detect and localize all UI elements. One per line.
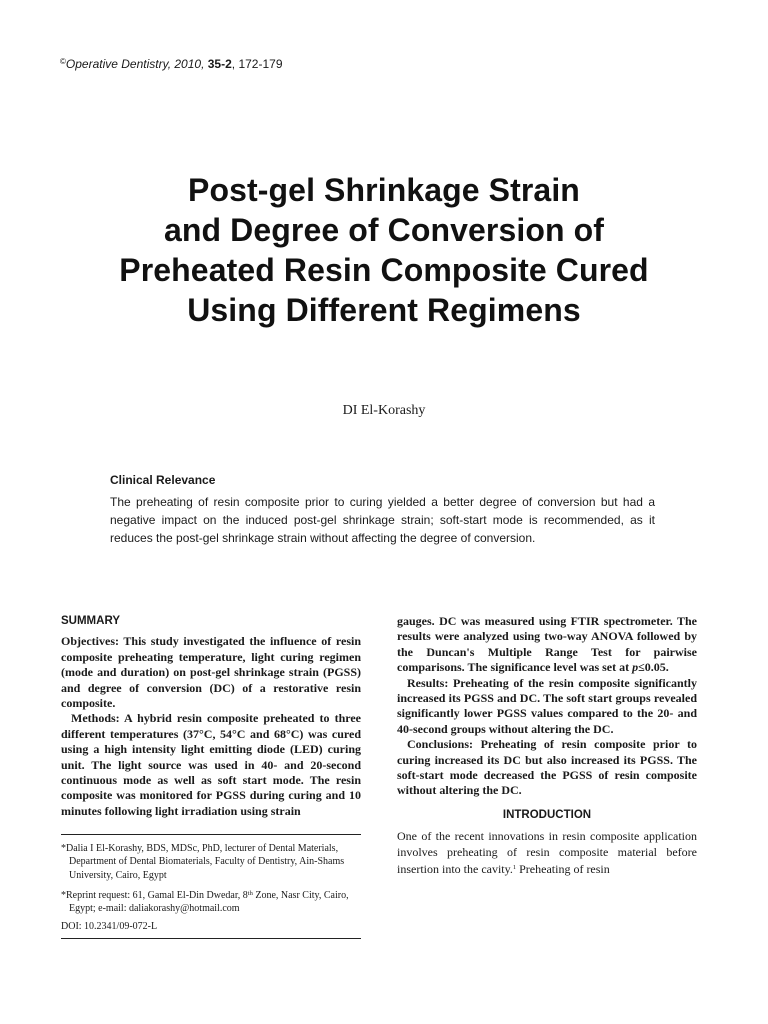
doi-text: DOI: 10.2341/09-072-L bbox=[61, 921, 158, 933]
reference-marker: 1 bbox=[512, 864, 517, 872]
affiliation-text: Dalia I El-Korashy, BDS, MDSc, PhD, lecturer of Dental Materials, Department of Dental Biomaterials, Faculty of Dentistry, Ain-Shams University, Cairo, Egypt bbox=[66, 843, 345, 881]
author-name: DI El-Korashy bbox=[342, 403, 426, 418]
summary-objectives: Objectives: This study investigated the influence of resin composite preheating temperature, light curing regimen (mode and duration) on post-gel shrinkage strain (PGSS) and degree of conversion (DC) of a restorative resin composite. bbox=[61, 634, 361, 711]
clinical-relevance-text: The preheating of resin composite prior to curing yielded a better degree of conversion but had a negative impact on the induced post-gel shrinkage strain; soft-start mode is recommended, as it reduces the post-gel shrinkage strain without affecting the degree of conversion. bbox=[110, 495, 655, 545]
summary-methods: Methods: A hybrid resin composite preheated to three different temperatures (37°C, 54°C and 68°C) was cured using a high intensity light emitting diode (LED) curing unit. The light source was used in 40- and 20-second continuous mode as well as soft start mode. The resin composite was monitored for PGSS during curing and 10 minutes following light irradiation using strain bbox=[61, 711, 361, 818]
journal-pages: , 172-179 bbox=[231, 57, 283, 71]
summary-conclusions: Conclusions: Preheating of resin composite prior to curing increased its DC but also increased its PGSS. The soft-start mode decreased the PGSS of resin composite without altering the DC. bbox=[397, 737, 697, 798]
paper-title bbox=[0, 170, 768, 330]
introduction-heading: INTRODUCTION bbox=[502, 808, 592, 821]
clinical-relevance-box bbox=[110, 473, 655, 547]
introduction-text: One of the recent innovations in resin composite application involves preheating of resin composite material before insertion into the cavity.$^1$ Preheating of resin bbox=[397, 829, 697, 877]
title-line: Post-gel Shrinkage Strain bbox=[188, 172, 580, 208]
title-line: Using Different Regimens bbox=[187, 292, 581, 328]
footnote-reprint: *Reprint request: 61, Gamal El-Din Dwedar, 8th Zone, Nasr City, Cairo, Egypt; e-mail: daliakorashy@hotmail.com bbox=[61, 889, 349, 915]
footnotes bbox=[61, 834, 361, 939]
right-column bbox=[397, 614, 697, 878]
footnote-affiliation bbox=[61, 842, 361, 882]
journal-name: Operative Dentistry, 2010, bbox=[65, 57, 208, 71]
doi-block bbox=[61, 920, 361, 938]
journal-volume: 35-2 bbox=[207, 57, 232, 71]
affiliation-mark: * bbox=[61, 843, 66, 854]
summary-results: Results: Preheating of the resin composite significantly increased its PGSS and DC. The soft start groups revealed significantly lower PGSS values compared to the 20- and 40-second groups without altering the DC. bbox=[397, 675, 697, 736]
journal-citation bbox=[60, 54, 283, 72]
copyright-symbol: © bbox=[60, 57, 66, 66]
title-line: Preheated Resin Composite Cured bbox=[119, 252, 649, 288]
left-column bbox=[61, 614, 361, 819]
summary-heading: SUMMARY bbox=[61, 615, 120, 627]
title-line: and Degree of Conversion of bbox=[163, 212, 605, 248]
clinical-relevance-heading: Clinical Relevance bbox=[110, 473, 216, 487]
summary-methods-continued: gauges. DC was measured using FTIR spectrometer. The results were analyzed using two-way ANOVA followed by the Duncan's Multiple Range Test for pairwise comparisons. The significance level was set at p≤0.05. bbox=[397, 614, 697, 675]
